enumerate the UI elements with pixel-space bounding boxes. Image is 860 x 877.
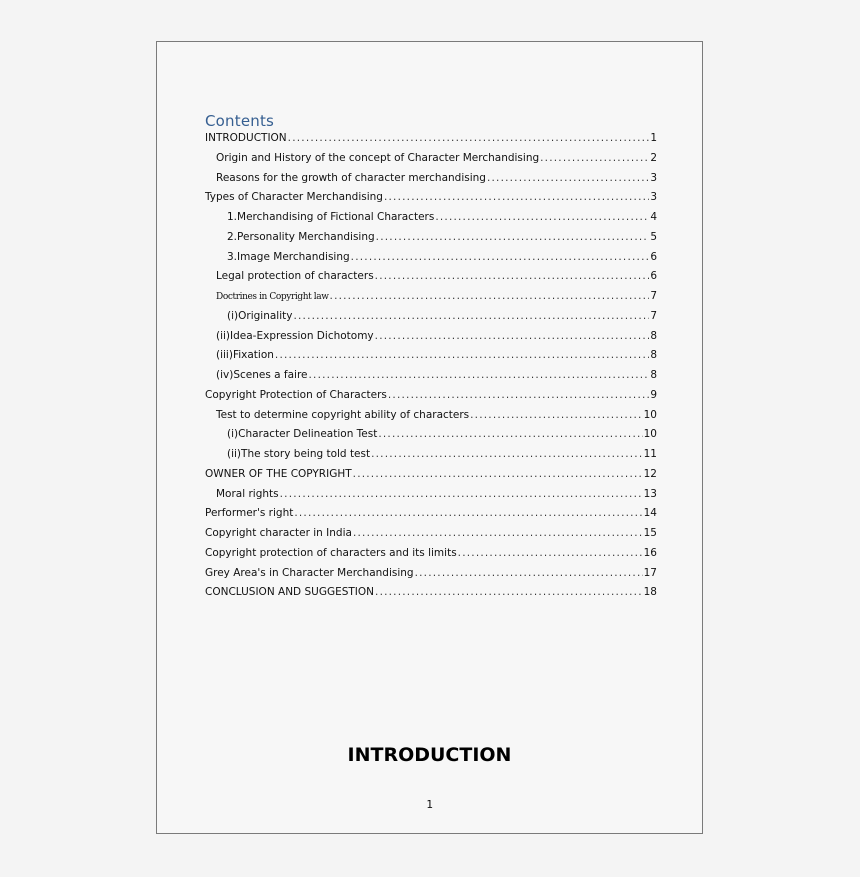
toc-entry-label: Moral rights: [216, 487, 279, 500]
dot-leader: [275, 349, 649, 361]
dot-leader: [540, 152, 649, 164]
toc-entry-label: Copyright character in India: [205, 527, 352, 539]
dot-leader: [470, 409, 642, 421]
dot-leader: [353, 527, 643, 539]
toc-entry-label: Idea-Expression Dichotomy: [230, 329, 374, 342]
dot-leader: [330, 290, 650, 302]
document-page: [156, 41, 703, 834]
toc-entry-number: (ii): [216, 329, 231, 342]
section-heading: INTRODUCTION: [347, 744, 512, 766]
toc-entry[interactable]: [205, 211, 657, 227]
dot-leader: [351, 251, 650, 263]
toc-entry[interactable]: [205, 152, 657, 168]
toc-entry-page: 10: [643, 408, 657, 421]
toc-entry-page: 16: [643, 546, 657, 559]
toc-entry-label: Copyright Protection of Characters: [205, 388, 387, 401]
toc-entry[interactable]: [205, 330, 657, 346]
dot-leader: [371, 448, 643, 460]
dot-leader: [309, 369, 650, 381]
toc-entry[interactable]: [205, 349, 657, 365]
dot-leader: [458, 547, 643, 559]
toc-entry-label: Performer's right: [205, 507, 294, 520]
dot-leader: [388, 389, 649, 401]
toc-entry-page: 11: [643, 448, 657, 460]
toc-entry-page: 8: [650, 329, 657, 342]
toc-entry-page: 2: [650, 151, 657, 164]
dot-leader: [288, 132, 650, 144]
toc-entry-page: 7: [650, 309, 657, 322]
toc-entry[interactable]: [205, 310, 657, 326]
toc-entry-label: Merchandising of Fictional Characters: [237, 211, 435, 223]
toc-entry-label: Character Delineation Test: [238, 428, 378, 441]
toc-entry-label: Copyright protection of characters and its limits: [205, 546, 457, 559]
toc-entry[interactable]: [205, 172, 657, 188]
toc-entry-label: Legal protection of characters: [216, 270, 374, 283]
toc-entry-number: (ii): [227, 448, 242, 460]
toc-entry[interactable]: [205, 488, 657, 504]
dot-leader: [415, 567, 643, 579]
dot-leader: [378, 428, 642, 440]
toc-entry-page: 7: [650, 290, 657, 302]
toc-entry-label: Personality Merchandising: [237, 230, 375, 243]
toc-entry[interactable]: [205, 191, 657, 207]
toc-entry[interactable]: [205, 527, 657, 543]
dot-leader: [384, 191, 649, 203]
toc-entry-number: (iii): [216, 349, 233, 362]
toc-entry-page: 13: [643, 487, 657, 500]
toc-entry[interactable]: [205, 507, 657, 523]
toc-entry-page: 8: [650, 349, 657, 362]
toc-entry-label: Scenes a faire: [233, 369, 308, 381]
toc-entry-page: 6: [650, 270, 657, 283]
dot-leader: [294, 507, 642, 519]
toc-entry-label: Origin and History of the concept of Character Merchandising: [216, 151, 540, 164]
toc-entry[interactable]: [205, 586, 657, 602]
toc-entry[interactable]: [205, 132, 657, 148]
dot-leader: [293, 310, 649, 322]
toc-entry-number: 1.: [227, 211, 238, 223]
toc-entry-page: 14: [643, 507, 657, 520]
toc-entry-number: (iv): [216, 369, 234, 381]
toc-entry[interactable]: [205, 290, 657, 306]
toc-entry-number: 2.: [227, 230, 238, 243]
toc-entry-page: 10: [643, 428, 657, 441]
toc-entry[interactable]: [205, 428, 657, 444]
toc-entry[interactable]: [205, 270, 657, 286]
toc-entry-page: 18: [643, 586, 657, 599]
toc-entry-label: The story being told test: [241, 448, 371, 460]
toc-entry-number: 3.: [227, 250, 238, 263]
toc-entry-page: 15: [643, 527, 657, 539]
toc-entry-page: 17: [643, 566, 657, 579]
toc-entry-label: CONCLUSION AND SUGGESTION: [205, 586, 375, 599]
dot-leader: [375, 270, 650, 282]
toc-entry-label: Doctrines in Copyright law: [216, 292, 329, 302]
toc-entry-label: Image Merchandising: [237, 250, 350, 263]
toc-entry-page: 9: [650, 388, 657, 401]
toc-entry-page: 6: [650, 250, 657, 263]
toc-entry[interactable]: [205, 409, 657, 425]
toc-entry-label: Reasons for the growth of character merchandising: [216, 171, 486, 184]
toc-entry-page: 3: [650, 171, 657, 184]
toc-title: Contents: [205, 112, 275, 130]
toc-entry-page: 12: [643, 467, 657, 480]
toc-entry-number: (i): [227, 428, 239, 441]
toc-entry[interactable]: [205, 251, 657, 267]
toc-entry-label: Grey Area's in Character Merchandising: [205, 566, 414, 579]
toc-entry-label: INTRODUCTION: [205, 132, 287, 144]
toc-entry-label: Test to determine copyright ability of characters: [216, 408, 470, 421]
toc-entry-page: 1: [650, 132, 657, 144]
dot-leader: [435, 211, 649, 223]
toc-entry[interactable]: [205, 369, 657, 385]
toc-entry-page: 5: [650, 230, 657, 243]
toc-entry-number: (i): [227, 309, 239, 322]
toc-entry-label: Types of Character Merchandising: [205, 191, 383, 204]
toc-entry-page: 3: [650, 191, 657, 204]
toc-entry-label: Originality: [238, 309, 293, 322]
toc-entry[interactable]: [205, 448, 657, 464]
dot-leader: [376, 231, 650, 243]
dot-leader: [487, 172, 649, 184]
toc-entry-label: Fixation: [232, 349, 274, 362]
toc-entry[interactable]: [205, 468, 657, 484]
toc-entry[interactable]: [205, 231, 657, 247]
dot-leader: [375, 330, 650, 342]
dot-leader: [353, 468, 643, 480]
toc-entry[interactable]: [205, 389, 657, 405]
toc-entry-label: OWNER OF THE COPYRIGHT: [205, 467, 352, 480]
page-number: 1: [426, 798, 433, 811]
toc-entry[interactable]: [205, 567, 657, 583]
dot-leader: [375, 586, 643, 598]
dot-leader: [280, 488, 643, 500]
toc-entry[interactable]: [205, 547, 657, 563]
toc-entry-page: 4: [650, 211, 657, 223]
toc-entry-page: 8: [650, 369, 657, 381]
